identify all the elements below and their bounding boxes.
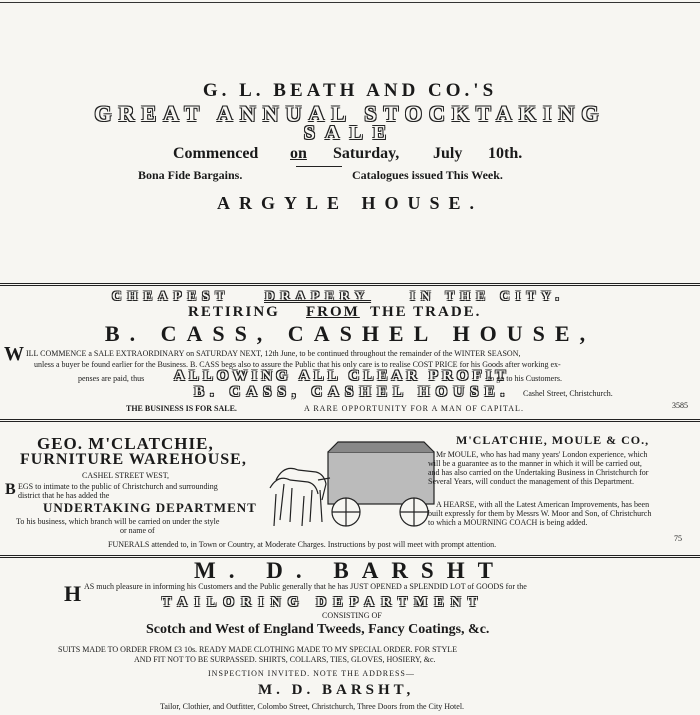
cass-dropcap: W: [4, 343, 24, 365]
hearse-line-3: to which a MOURNING COACH is being added.: [428, 518, 588, 527]
suits-line-1: SUITS MADE TO ORDER FROM £3 10s. READY MADE CLOTHING MADE TO MY SPECIAL ORDER. FOR STYLE: [58, 645, 457, 654]
in-the-city-text: IN THE CITY.: [410, 288, 565, 303]
branch-line-1: To his business, which branch will be carried on under the style: [16, 517, 220, 526]
bona-fide-text: Bona Fide Bargains.: [138, 168, 243, 182]
allowing-text: ALLOWING ALL CLEAR PROFIT: [174, 368, 510, 384]
cashel-street-west: CASHEL STREET WEST,: [82, 471, 170, 480]
consisting-of: CONSISTING OF: [322, 611, 382, 620]
cass-address: Cashel Street, Christchurch.: [523, 389, 613, 398]
barsht-dropcap: H: [64, 581, 82, 606]
from-text: FROM: [306, 304, 360, 320]
moule-line-1: Mr MOULE, who has had many years' London experience, which: [436, 450, 648, 459]
moule-line-4: Several Years, will conduct the management of this Department.: [428, 477, 634, 486]
cass-signature: B. CASS, CASHEL HOUSE.: [194, 384, 511, 400]
moule-line-3: and has also carried on the Undertaking Business in Christchurch for: [428, 468, 649, 477]
begs-dropcap: B: [5, 481, 16, 498]
tailoring-department: TAILORING DEPARTMENT: [162, 595, 485, 610]
barsht-signature: M. D. BARSHT,: [258, 682, 415, 698]
beath-heading: G. L. BEATH AND CO.'S: [202, 80, 498, 101]
inspection-line: INSPECTION INVITED. NOTE THE ADDRESS—: [208, 669, 415, 678]
cass-number: 3585: [672, 401, 688, 410]
barsht-footer: Tailor, Clothier, and Outfitter, Colombo Street, Christchurch, Three Doors from the City Hotel.: [160, 702, 465, 711]
retiring-text: RETIRING: [188, 304, 280, 320]
sale-heading: SALE: [303, 122, 397, 144]
cass-body-line-3b: to go to his Customers.: [488, 374, 563, 383]
drapery-text: DRAPERY: [265, 288, 371, 303]
short-rule: [296, 166, 342, 167]
date-text: 10th.: [488, 145, 523, 162]
begs-line-2: district that he has added the: [18, 491, 110, 500]
tweeds-line: Scotch and West of England Tweeds, Fancy Coatings, &c.: [146, 622, 490, 637]
barsht-title: M. D. BARSHT: [194, 558, 506, 583]
july-text: July: [433, 145, 463, 162]
barsht-intro: AS much pleasure in informing his Customers and the Public generally that he has JUST OPENED a SPLENDID LOT of GOODS for the: [84, 582, 527, 591]
catalogues-text: Catalogues issued This Week.: [352, 168, 503, 182]
cass-body-line-1: ILL COMMENCE a SALE EXTRAORDINARY on SATURDAY NEXT, 12th June, to be continued throughout the remainder of the WINTER SEASON,: [26, 349, 521, 358]
top-rule: [0, 2, 700, 3]
argyle-house-heading: ARGYLE HOUSE.: [216, 193, 484, 213]
undertaking-department: UNDERTAKING DEPARTMENT: [43, 500, 257, 515]
cass-title: B. CASS, CASHEL HOUSE,: [104, 321, 596, 346]
firm-name: M'CLATCHIE, MOULE & CO.,: [456, 433, 650, 447]
hearse-line-2: built expressly for them by Messrs W. Moor and Son, of Christchurch: [428, 509, 652, 518]
cheapest-text: CHEAPEST: [112, 288, 231, 303]
suits-line-2: AND FIT NOT TO BE SURPASSED. SHIRTS, COLLARS, TIES, GLOVES, HOSIERY, &c.: [134, 655, 436, 664]
furniture-warehouse: FURNITURE WAREHOUSE,: [20, 451, 247, 468]
the-trade-text: THE TRADE.: [370, 304, 482, 320]
branch-line-2: or name of: [120, 526, 155, 535]
cass-body-line-2: unless a buyer be found earlier for the Business. B. CASS begs also to assure the Public that his only care is to realise COST PRICE for his Goods after working ex-: [34, 360, 561, 369]
divider-2: [0, 419, 700, 422]
hearse-illustration-icon: [268, 440, 440, 532]
cass-body-line-3a: penses are paid, thus: [78, 374, 145, 383]
funerals-line: FUNERALS attended to, in Town or Country, at Moderate Charges. Instructions by post will meet with prompt attention.: [108, 540, 497, 549]
stocktaking-heading: GREAT ANNUAL STOCKTAKING: [94, 101, 606, 126]
commenced-text: Commenced: [173, 145, 259, 162]
mclatchie-name: GEO. M'CLATCHIE,: [37, 434, 214, 453]
begs-line-1: EGS to intimate to the public of Christchurch and surrounding: [18, 482, 218, 491]
business-for-sale: THE BUSINESS IS FOR SALE.: [126, 404, 237, 413]
hearse-line-1: A HEARSE, with all the Latest American Improvements, has been: [436, 500, 650, 509]
mclatchie-number: 75: [674, 534, 682, 543]
rare-opportunity: A RARE OPPORTUNITY FOR A MAN OF CAPITAL.: [304, 404, 524, 413]
saturday-text: Saturday,: [333, 145, 400, 162]
moule-line-2: will be a guarantee as to the manner in which it will be carried out,: [428, 459, 642, 468]
on-text: on: [290, 145, 307, 162]
divider-1: [0, 283, 700, 286]
